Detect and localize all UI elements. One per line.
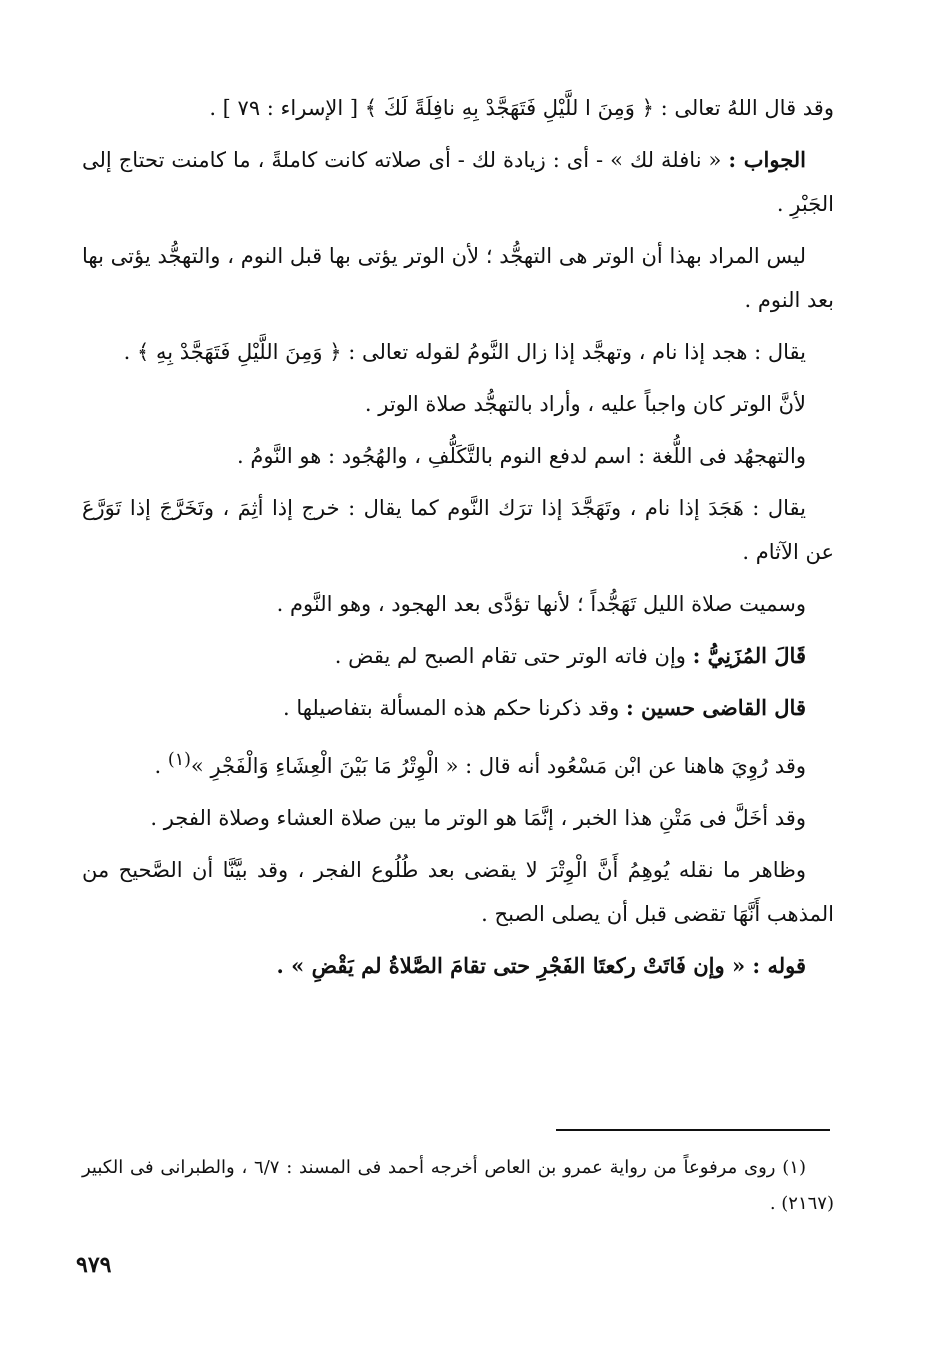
paragraph-2-text: « نافلة لك » - أى : زيادة لك - أى صلاته كانت كاملةً ، ما كامنت تحتاج إلى الجَبْرِ .	[82, 148, 834, 216]
paragraph-13	[82, 848, 834, 936]
paragraph-5-text: لأنَّ الوتر كان واجباً عليه ، وأراد بالتهجُّد صلاة الوتر .	[364, 392, 806, 416]
paragraph-12-text: وقد أخَلَّ فى مَتْنِ هذا الخبر ، إنَّمَا هو الوتر ما بين صلاة العشاء وصلاة الفجر .	[150, 806, 806, 830]
paragraph-7-text: يقال : هَجَدَ إذا نام ، وتَهَجَّدَ إذا ترَك النَّوم كما يقال : خرج إذا أثِمَ ، وتَخَرَّجَ إذا تَوَرَّعَ عن الآثام .	[82, 496, 834, 564]
paragraph-10-text: وقد ذكرنا حكم هذه المسألة بتفاصيلها .	[282, 696, 626, 720]
paragraph-9-lead: قَالَ المُزَنِيُّ :	[692, 643, 806, 668]
paragraph-11-tail: .	[154, 754, 168, 778]
paragraph-14-text: « وإن فَاتَتْ ركعتَا الفَجْرِ حتى تقامَ الصَّلاةُ لم يَقْضِ » .	[276, 953, 753, 978]
footnote-divider	[556, 1129, 830, 1131]
footnote-1	[82, 1150, 834, 1222]
paragraph-5	[82, 382, 834, 426]
footnote-1-text: (١) روى مرفوعاً من رواية عمرو بن العاص أخرجه أحمد فى المسند : ٦/٧ ، والطبرانى فى الكبير (٢١٦٧) .	[82, 1157, 834, 1214]
paragraph-8	[82, 582, 834, 626]
paragraph-11-text: وقد رُوِيَ هاهنا عن ابْن مَسْعُود أنه قال : « الْوِتْرُ مَا بَيْنَ الْعِشَاءِ وَالْفَجْرِ »	[190, 754, 806, 778]
paragraph-10	[82, 686, 834, 730]
paragraph-9-text: وإن فاته الوتر حتى تقام الصبح لم يقض .	[334, 644, 693, 668]
paragraph-6	[82, 434, 834, 478]
paragraph-2	[82, 138, 834, 226]
paragraph-4-text: يقال : هجد إذا نام ، وتهجَّد إذا زال النَّومُ لقوله تعالى : ﴿ وَمِنَ اللَّيْلِ فَتَهَجَّدْ بِهِ ﴾ .	[123, 340, 806, 364]
paragraph-14-lead: قوله :	[752, 953, 806, 978]
paragraph-11	[82, 738, 834, 788]
paragraph-3-text: ليس المراد بهذا أن الوتر هى التهجُّد ؛ لأن الوتر يؤتى بها قبل النوم ، والتهجُّد يؤتى بها بعد النوم .	[82, 244, 834, 312]
paragraph-1	[82, 86, 834, 130]
paragraph-13-text: وظاهر ما نقله يُوهِمُ أَنَّ الْوِتْرَ لا يقضى بعد طُلُوع الفجر ، وقد بيَّنَّا أن الصَّحيح من المذهب أَنَّهَا تقضى قبل أن يصلى الصبح .	[82, 858, 834, 926]
main-text	[82, 86, 834, 996]
paragraph-9	[82, 634, 834, 678]
footnote-ref: (١)	[167, 750, 191, 770]
paragraph-14	[82, 944, 834, 988]
paragraph-1-text: وقد قال اللهُ تعالى : ﴿ وَمِنَ ا للَّيْلِ فَتَهَجَّدْ بِهِ نافِلَةً لَكَ ﴾ [ الإسراء : ٧٩ ] .	[209, 96, 834, 120]
paragraph-4	[82, 330, 834, 374]
paragraph-2-lead: الجواب :	[728, 147, 806, 172]
paragraph-12	[82, 796, 834, 840]
page-number: ٩٧٩	[76, 1252, 112, 1278]
paragraph-6-text: والتهجهُد فى اللُّغة : اسم لدفع النوم بالتَّكَلُّفِ ، والهُجُود : هو النَّومُ .	[236, 444, 806, 468]
paragraph-3	[82, 234, 834, 322]
paragraph-10-lead: قال القاضى حسين :	[625, 695, 806, 720]
paragraph-8-text: وسميت صلاة الليل تَهَجُّداً ؛ لأنها تؤدَّى بعد الهجود ، وهو النَّوم .	[276, 592, 806, 616]
footnotes	[82, 1150, 834, 1230]
paragraph-7	[82, 486, 834, 574]
